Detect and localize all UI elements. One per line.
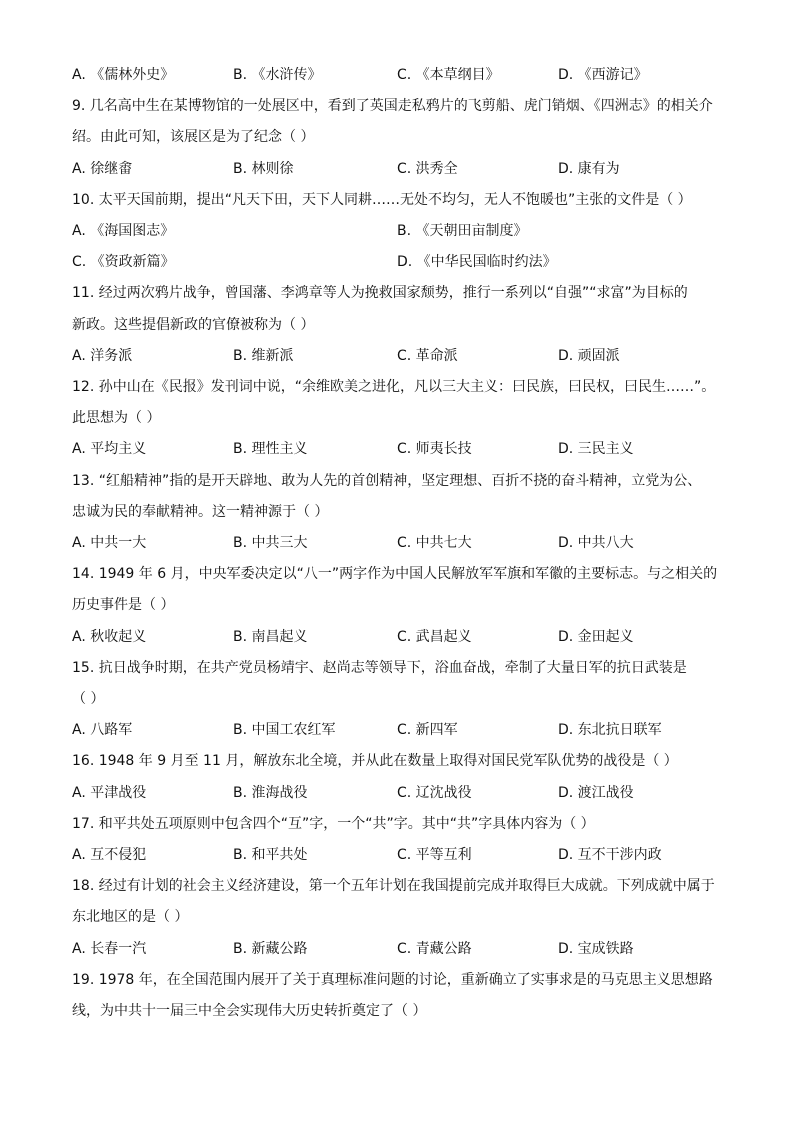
answer-option[interactable]: A. 徐继畬 (72, 160, 133, 177)
option-row (72, 60, 722, 90)
option-row (72, 622, 722, 652)
answer-option[interactable]: A. 平均主义 (72, 441, 147, 458)
question-text-line: 10. 太平天国前期，提出“凡天下田，天下人同耕……无处不均匀，无人不饱暖也”主张的文件是（ ） (72, 191, 692, 208)
question-text-line: 此思想为（ ） (72, 410, 161, 427)
answer-option[interactable]: B. 维新派 (233, 347, 294, 364)
answer-option[interactable]: A. 《儒林外史》 (72, 67, 175, 83)
option-row (72, 216, 722, 246)
option-row (72, 247, 722, 277)
answer-option[interactable]: A. 秋收起义 (72, 628, 147, 645)
question-text-line: 11. 经过两次鸦片战争，曾国藩、李鸿章等人为挽救国家颓势，推行一系列以“自强”“求富”为目标的 (72, 285, 688, 302)
answer-option[interactable]: D. 东北抗日联军 (558, 722, 662, 739)
answer-option[interactable]: C. 洪秀全 (397, 160, 458, 177)
question-text-line: 14. 1949 年 6 月，中央军委决定以“八一”两字作为中国人民解放军军旗和军徽的主要标志。与之相关的 (72, 566, 718, 583)
answer-option[interactable]: D. 中共八大 (558, 535, 634, 551)
option-row (72, 434, 722, 464)
option-row (72, 840, 722, 870)
option-row (72, 154, 722, 184)
answer-option[interactable]: D. 顽固派 (558, 347, 620, 364)
answer-option[interactable]: D. 金田起义 (558, 628, 634, 645)
answer-option[interactable]: A. 长春一汽 (72, 940, 147, 957)
option-row (72, 528, 722, 558)
answer-option[interactable]: A. 中共一大 (72, 535, 147, 551)
answer-option[interactable]: A. 八路军 (72, 722, 133, 739)
question-text-line: 9. 几名高中生在某博物馆的一处展区中，看到了英国走私鸦片的飞剪船、虎门销烟、《四洲志》的相关介 (72, 98, 713, 115)
answer-option[interactable]: A. 互不侵犯 (72, 847, 147, 863)
answer-option[interactable]: C. 青藏公路 (397, 940, 472, 957)
answer-option[interactable]: B. 林则徐 (233, 160, 294, 177)
answer-option[interactable]: C. 《本草纲目》 (397, 67, 500, 83)
answer-option[interactable]: D. 《中华民国临时约法》 (397, 254, 557, 271)
question-text-line: 12. 孙中山在《民报》发刊词中说，“余维欧美之进化，凡以三大主义：曰民族，曰民权，曰民生……”。 (72, 379, 716, 395)
option-row (72, 341, 722, 371)
answer-option[interactable]: C. 中共七大 (397, 535, 472, 551)
answer-option[interactable]: D. 渡江战役 (558, 784, 634, 801)
option-row (72, 934, 722, 964)
answer-option[interactable]: A. 平津战役 (72, 784, 147, 801)
question-text-line: 线，为中共十一届三中全会实现伟大历史转折奠定了（ ） (72, 1003, 427, 1019)
answer-option[interactable]: D. 互不干涉内政 (558, 847, 662, 863)
answer-option[interactable]: C. 武昌起义 (397, 628, 472, 645)
answer-option[interactable]: B. 《天朝田亩制度》 (397, 223, 528, 239)
question-text-line: 15. 抗日战争时期，在共产党员杨靖宇、赵尚志等领导下，浴血奋战，牵制了大量日军的抗日武装是 (72, 659, 687, 676)
option-row (72, 715, 722, 745)
question-text-line: 忠诚为民的奉献精神。这一精神源于（ ） (72, 503, 329, 520)
answer-option[interactable]: D. 三民主义 (558, 441, 634, 458)
answer-option[interactable]: C. 《资政新篇》 (72, 254, 175, 271)
answer-option[interactable]: A. 《海国图志》 (72, 223, 175, 239)
answer-option[interactable]: B. 《水浒传》 (233, 67, 322, 83)
answer-option[interactable]: B. 和平共处 (233, 847, 308, 863)
question-text-line: 13. “红船精神”指的是开天辟地、敢为人先的首创精神，坚定理想、百折不挠的奋斗精神，立党为公、 (72, 472, 702, 489)
answer-option[interactable]: B. 新藏公路 (233, 940, 308, 957)
question-text-line: 历史事件是（ ） (72, 597, 175, 614)
answer-option[interactable]: A. 洋务派 (72, 347, 133, 364)
question-text-line: （ ） (72, 691, 105, 707)
question-text-line: 新政。这些提倡新政的官僚被称为（ ） (72, 316, 315, 333)
question-text-line: 18. 经过有计划的社会主义经济建设，第一个五年计划在我国提前完成并取得巨大成就。下列成就中属于 (72, 878, 715, 895)
answer-option[interactable]: B. 中国工农红军 (233, 722, 336, 739)
answer-option[interactable]: B. 淮海战役 (233, 784, 308, 801)
answer-option[interactable]: B. 理性主义 (233, 441, 308, 458)
question-text-line: 17. 和平共处五项原则中包含四个“互”字，一个“共”字。其中“共”字具体内容为（ ） (72, 815, 595, 832)
question-text-line: 16. 1948 年 9 月至 11 月，解放东北全境，并从此在数量上取得对国民党军队优势的战役是（ ） (72, 753, 678, 770)
option-row (72, 778, 722, 808)
answer-option[interactable]: D. 康有为 (558, 160, 620, 177)
answer-option[interactable]: D. 《西游记》 (558, 67, 648, 83)
question-text-line: 19. 1978 年，在全国范围内展开了关于真理标准问题的讨论，重新确立了实事求是的马克思主义思想路 (72, 971, 713, 988)
answer-option[interactable]: C. 革命派 (397, 347, 458, 364)
answer-option[interactable]: B. 中共三大 (233, 535, 308, 551)
answer-option[interactable]: B. 南昌起义 (233, 628, 308, 645)
question-text-line: 绍。由此可知，该展区是为了纪念（ ） (72, 129, 315, 146)
answer-option[interactable]: D. 宝成铁路 (558, 940, 634, 957)
answer-option[interactable]: C. 平等互利 (397, 847, 472, 863)
answer-option[interactable]: C. 师夷长技 (397, 441, 472, 458)
answer-option[interactable]: C. 辽沈战役 (397, 784, 472, 801)
answer-option[interactable]: C. 新四军 (397, 722, 458, 739)
question-text-line: 东北地区的是（ ） (72, 909, 189, 926)
